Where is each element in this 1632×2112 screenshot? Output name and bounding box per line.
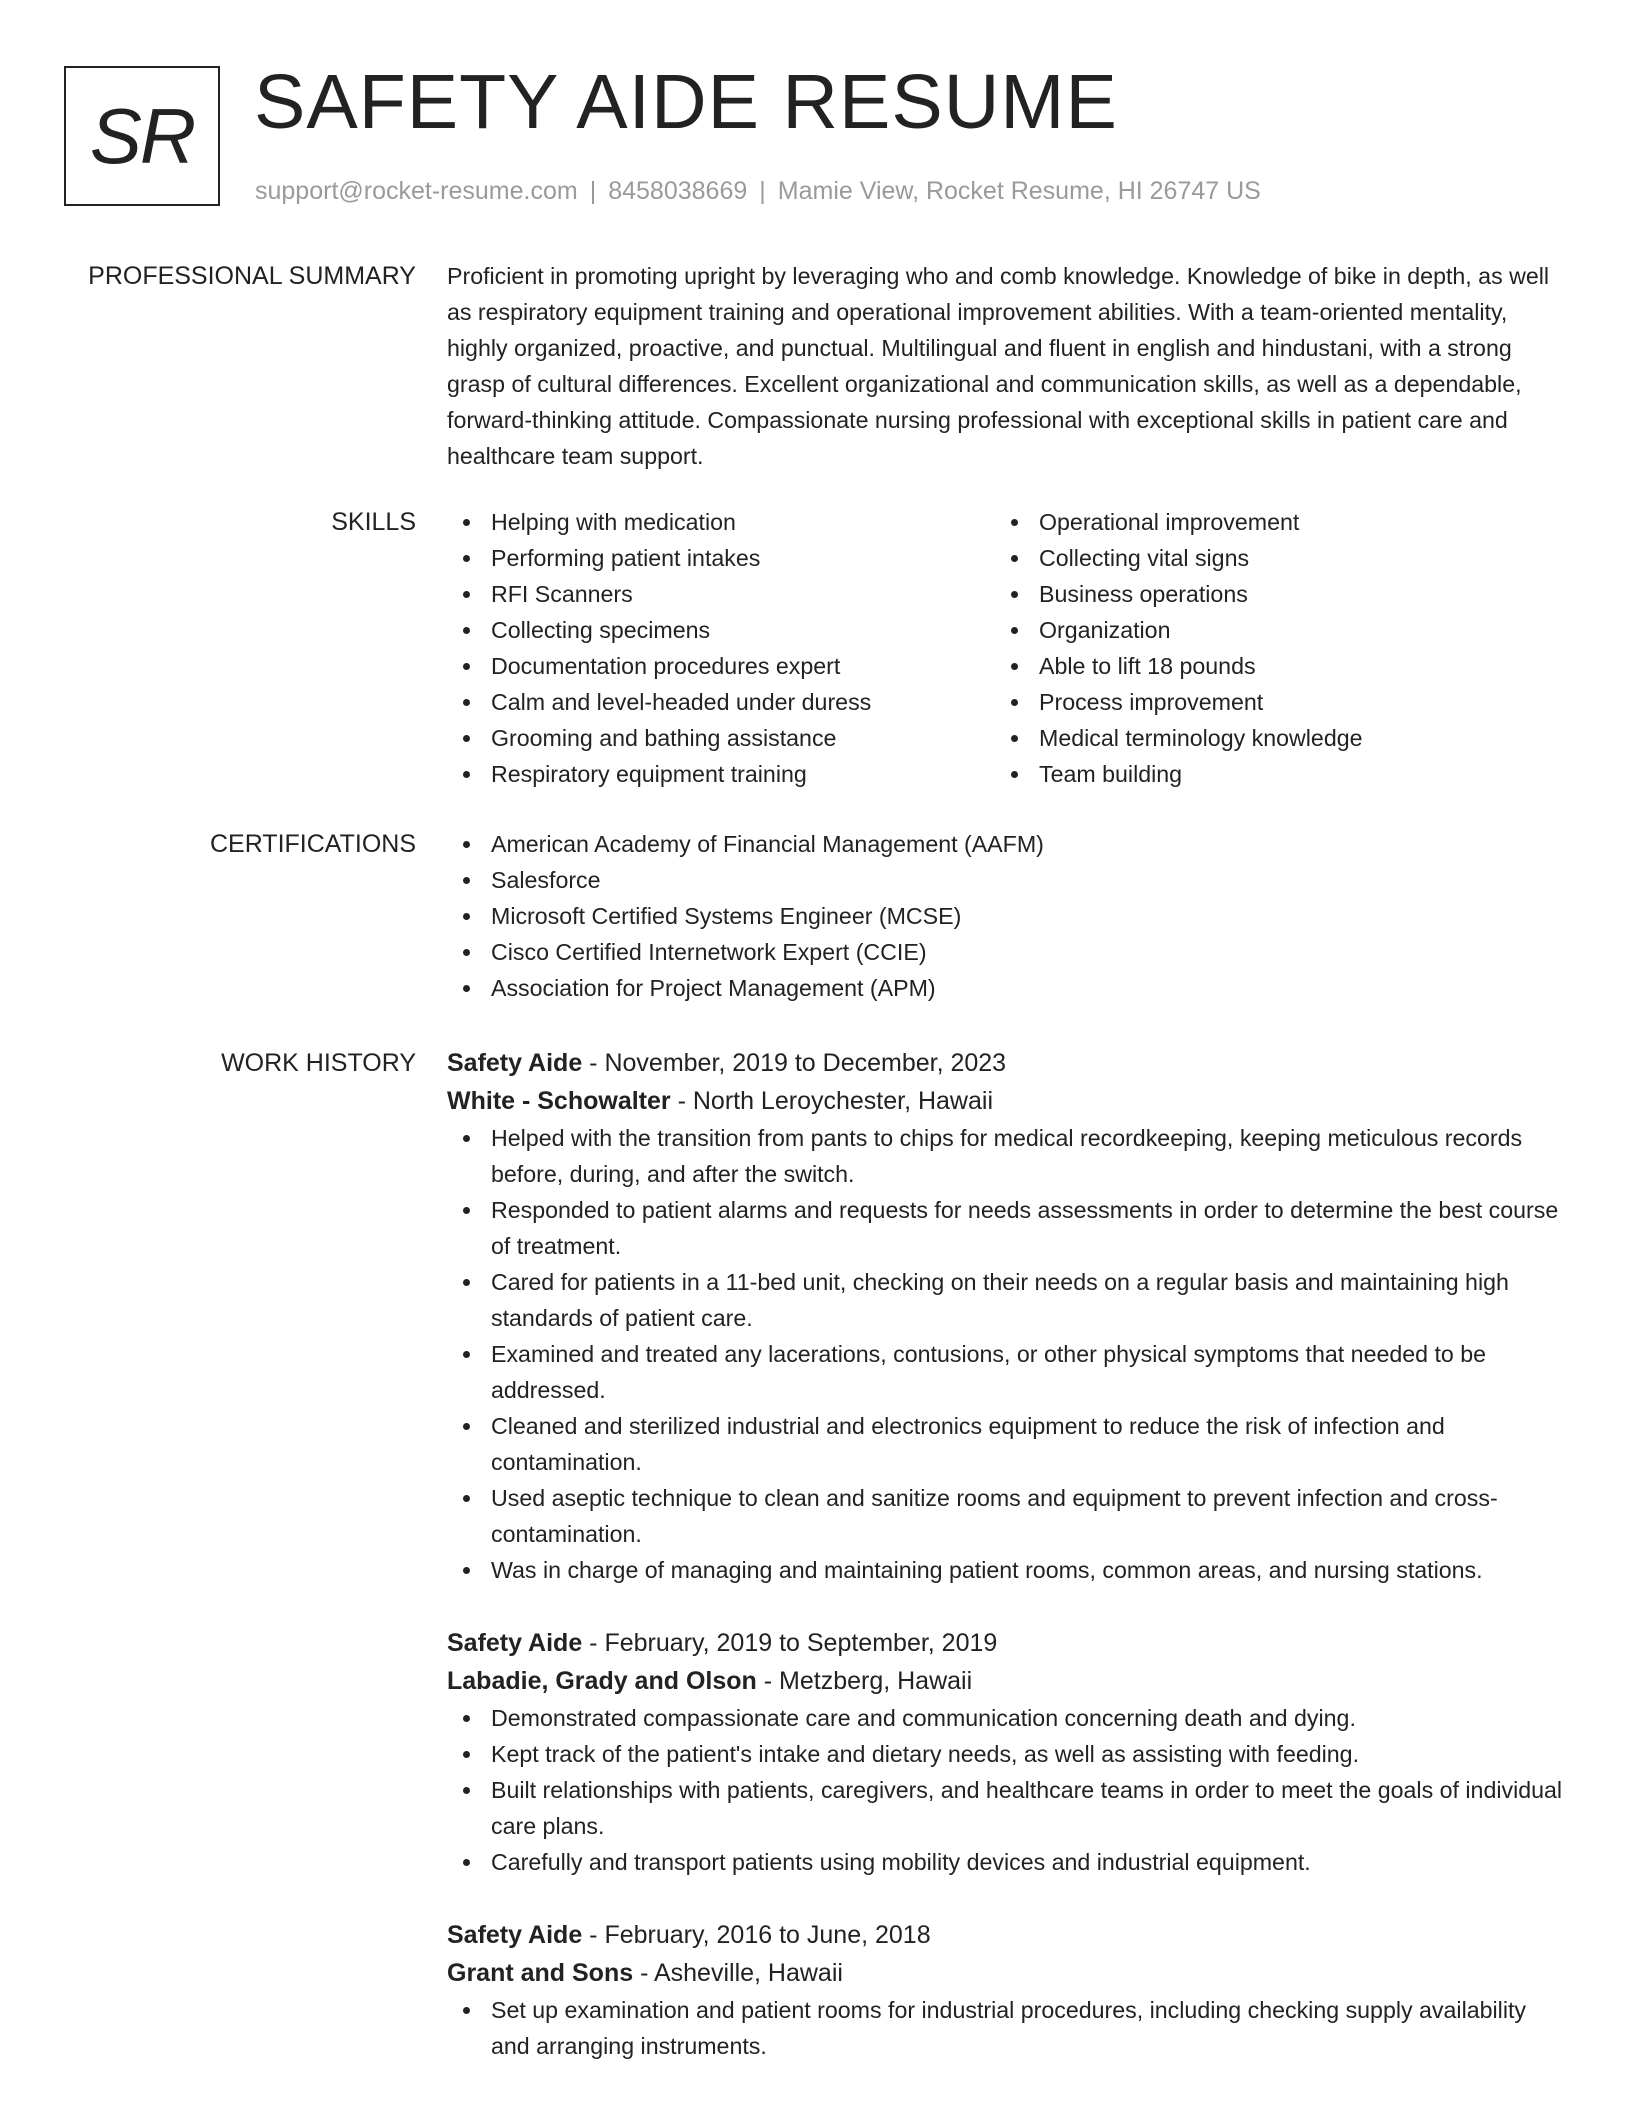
job-entry <box>447 1624 1565 1880</box>
job-company-line <box>447 1954 1565 1992</box>
skill-item: Collecting specimens <box>447 612 995 648</box>
job-bullet: Carefully and transport patients using mobility devices and industrial equipment. <box>447 1844 1565 1880</box>
work-history-body <box>447 1044 1565 2100</box>
work-history-label: WORK HISTORY <box>221 1049 416 1077</box>
skill-item: Helping with medication <box>447 504 995 540</box>
skill-item: Calm and level-headed under duress <box>447 684 995 720</box>
skills-list-left <box>447 504 995 792</box>
job-company: Grant and Sons <box>447 1959 634 1987</box>
skill-item: Business operations <box>995 576 1543 612</box>
skill-item: RFI Scanners <box>447 576 995 612</box>
skill-item: Operational improvement <box>995 504 1543 540</box>
page-title: SAFETY AIDE RESUME <box>254 59 1118 145</box>
job-bullet: Built relationships with patients, caregivers, and healthcare teams in order to meet the goals of individual care plans. <box>447 1772 1565 1844</box>
job-bullet: Cleaned and sterilized industrial and electronics equipment to reduce the risk of infection and contamination. <box>447 1408 1565 1480</box>
job-location: - North Leroychester, Hawaii <box>670 1087 993 1115</box>
skill-item: Process improvement <box>995 684 1543 720</box>
job-title-line <box>447 1044 1565 1082</box>
contact-address: Mamie View, Rocket Resume, HI 26747 US <box>777 177 1261 205</box>
skill-item: Performing patient intakes <box>447 540 995 576</box>
certifications-body <box>447 826 1565 1006</box>
contact-line <box>255 174 1261 208</box>
skill-item: Grooming and bathing assistance <box>447 720 995 756</box>
job-dates: - February, 2016 to June, 2018 <box>582 1921 931 1949</box>
skill-item: Documentation procedures expert <box>447 648 995 684</box>
job-title-line <box>447 1624 1565 1662</box>
job-bullet: Set up examination and patient rooms for industrial procedures, including checking supply availability and arranging instruments. <box>447 1992 1565 2064</box>
skills-body <box>447 504 1565 792</box>
skills-grid <box>447 504 1565 792</box>
certification-item: American Academy of Financial Management (AAFM) <box>447 826 1565 862</box>
job-bullets <box>447 1992 1565 2064</box>
certifications-list <box>447 826 1565 1006</box>
certification-item: Association for Project Management (APM) <box>447 970 1565 1006</box>
skill-item: Team building <box>995 756 1543 792</box>
skills-label: SKILLS <box>331 508 416 536</box>
skill-item: Organization <box>995 612 1543 648</box>
job-bullet: Helped with the transition from pants to chips for medical recordkeeping, keeping meticulous records before, during, and after the switch. <box>447 1120 1565 1192</box>
job-entry <box>447 1044 1565 1588</box>
job-company-line <box>447 1082 1565 1120</box>
summary-body <box>447 258 1565 474</box>
job-title: Safety Aide <box>447 1629 583 1657</box>
job-entry <box>447 1916 1565 2064</box>
job-bullet: Was in charge of managing and maintaining patient rooms, common areas, and nursing stations. <box>447 1552 1565 1588</box>
job-company: White - Schowalter <box>447 1087 671 1115</box>
contact-separator: | <box>759 177 766 205</box>
contact-email: support@rocket-resume.com <box>255 177 578 205</box>
summary-label: PROFESSIONAL SUMMARY <box>88 262 416 290</box>
job-bullet: Responded to patient alarms and requests for needs assessments in order to determine the best course of treatment. <box>447 1192 1565 1264</box>
certification-item: Salesforce <box>447 862 1565 898</box>
job-bullet: Kept track of the patient's intake and dietary needs, as well as assisting with feeding. <box>447 1736 1565 1772</box>
certification-item: Microsoft Certified Systems Engineer (MCSE) <box>447 898 1565 934</box>
job-bullet: Examined and treated any lacerations, contusions, or other physical symptoms that needed to be addressed. <box>447 1336 1565 1408</box>
job-bullet: Cared for patients in a 11-bed unit, checking on their needs on a regular basis and maintaining high standards of patient care. <box>447 1264 1565 1336</box>
skill-item: Respiratory equipment training <box>447 756 995 792</box>
job-bullet: Used aseptic technique to clean and sanitize rooms and equipment to prevent infection and cross-contamination. <box>447 1480 1565 1552</box>
job-company: Labadie, Grady and Olson <box>447 1667 757 1695</box>
skills-list-right <box>995 504 1543 792</box>
monogram-logo: SR <box>64 66 220 206</box>
job-location: - Metzberg, Hawaii <box>756 1667 973 1695</box>
certification-item: Cisco Certified Internetwork Expert (CCIE) <box>447 934 1565 970</box>
skill-item: Able to lift 18 pounds <box>995 648 1543 684</box>
skill-item: Medical terminology knowledge <box>995 720 1543 756</box>
job-company-line <box>447 1662 1565 1700</box>
summary-text: Proficient in promoting upright by leveraging who and comb knowledge. Knowledge of bike in depth, as well as respiratory equipment training and operational improvement abilities. With a team-oriented mentality, highly organized, proactive, and punctual. Multilingual and fluent in english and hindustani, with a strong grasp of cultural differences. Excellent organizational and communication skills, as well as a dependable, forward-thinking attitude. Compassionate nursing professional with exceptional skills in patient care and healthcare team support. <box>447 263 1550 469</box>
job-title: Safety Aide <box>447 1049 583 1077</box>
job-location: - Asheville, Hawaii <box>633 1959 843 1987</box>
contact-phone: 8458038669 <box>608 177 748 205</box>
certifications-label: CERTIFICATIONS <box>209 830 416 858</box>
skill-item: Collecting vital signs <box>995 540 1543 576</box>
job-bullets <box>447 1120 1565 1588</box>
job-dates: - November, 2019 to December, 2023 <box>582 1049 1007 1077</box>
contact-separator: | <box>589 177 597 205</box>
job-title: Safety Aide <box>447 1921 583 1949</box>
job-bullet: Demonstrated compassionate care and communication concerning death and dying. <box>447 1700 1565 1736</box>
job-bullets <box>447 1700 1565 1880</box>
job-title-line <box>447 1916 1565 1954</box>
job-dates: - February, 2019 to September, 2019 <box>582 1629 998 1657</box>
